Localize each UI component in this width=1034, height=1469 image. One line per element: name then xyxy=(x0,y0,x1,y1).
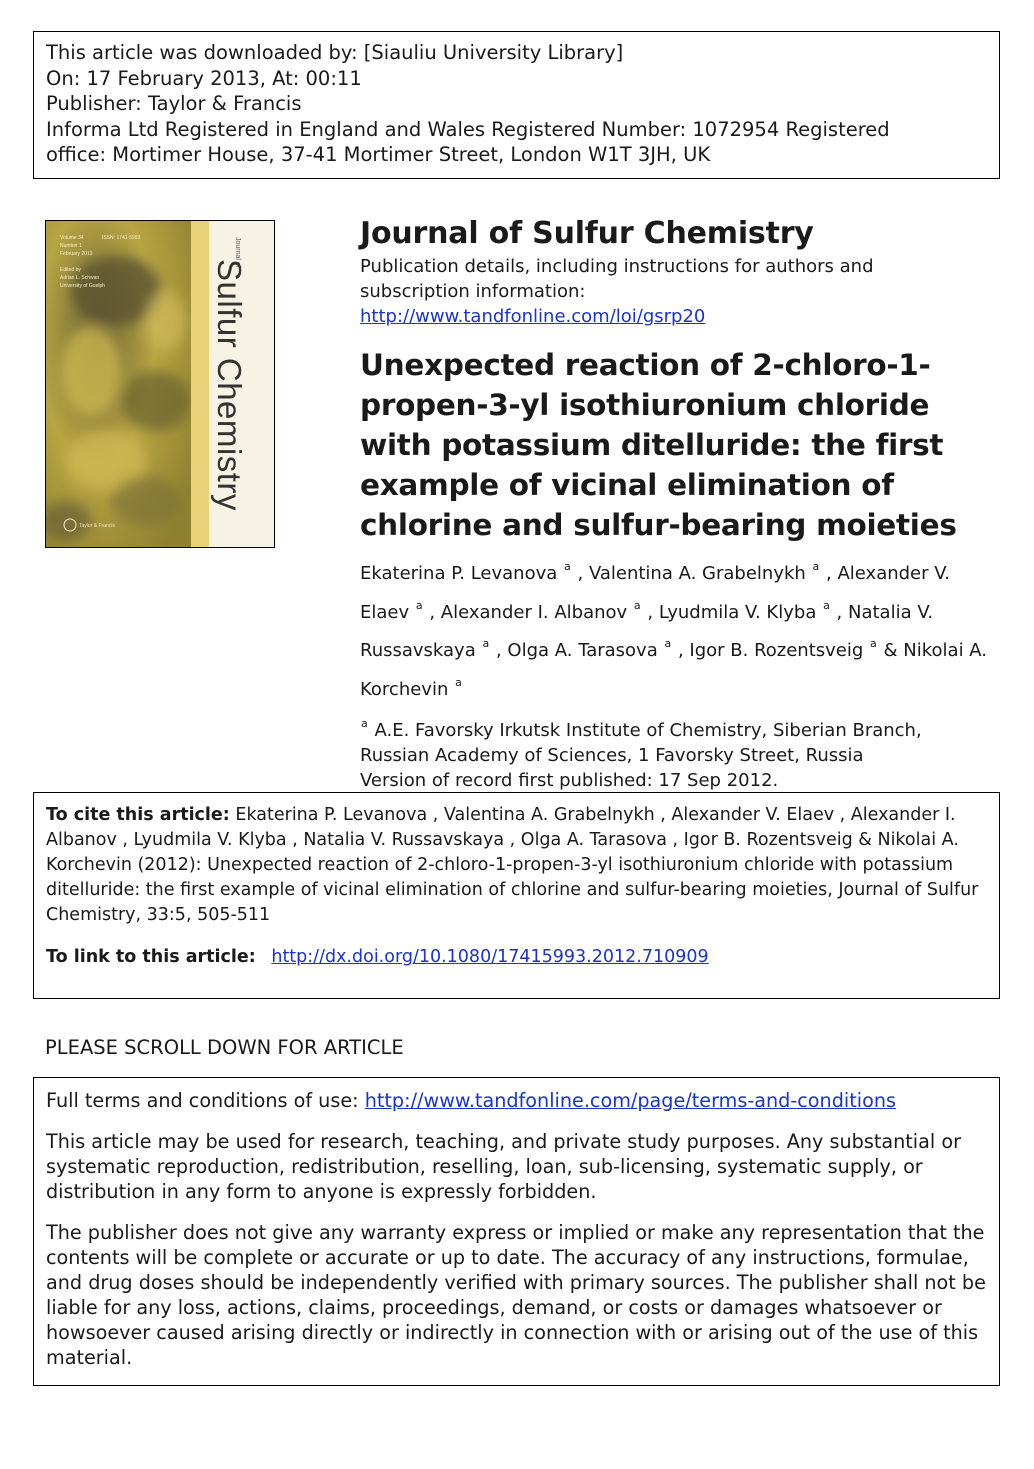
citation-box xyxy=(33,792,1000,999)
cover-spine-prefix: Journal of xyxy=(234,237,241,268)
article-link-row xyxy=(46,945,987,970)
journal-cover-image xyxy=(45,220,275,548)
author-separator: , xyxy=(672,640,690,661)
publication-details-2: subscription information: xyxy=(360,281,586,302)
publication-details-1: Publication details, including instructions for authors and xyxy=(360,256,874,277)
cover-editor-1: Edited by xyxy=(60,267,81,273)
cover-brand: Taylor & Francis xyxy=(79,523,115,529)
citation-paragraph xyxy=(46,803,987,928)
author-name: Igor B. Rozentsveig xyxy=(689,640,864,661)
terms-row xyxy=(46,1088,987,1113)
author-separator: & xyxy=(877,640,904,661)
author-name: Alexander V. Elaev xyxy=(360,563,950,623)
article-link-label: To link to this article: xyxy=(46,947,256,967)
article-title: Unexpected reaction of 2-chloro-1-propen-3-yl isothiuronium chloride with potassium ditelluride: the first example of vicinal elimination of chlorine and sulfur-bearing moieties xyxy=(360,348,957,542)
registration-line-1: Informa Ltd Registered in England and Wales Registered Number: 1072954 Registered xyxy=(46,117,890,141)
author-separator: , xyxy=(490,640,508,661)
author-affiliation-mark: a xyxy=(455,675,462,689)
affiliation-line-2: Russian Academy of Sciences, 1 Favorsky Street, Russia xyxy=(360,745,864,766)
author-list xyxy=(360,551,1000,705)
author-affiliation-mark: a xyxy=(482,637,490,650)
author-name: Nikolai A. Korchevin xyxy=(360,640,988,700)
terms-paragraph-1: This article may be used for research, teaching, and private study purposes. Any substantial or systematic reproduction, redistribution, reselling, loan, sub-licensing, systematic supply, or distribution in any form to anyone is expressly forbidden. xyxy=(46,1130,961,1203)
author-affiliation-mark: a xyxy=(633,598,641,612)
author-separator: , xyxy=(571,563,589,584)
publisher-line: Publisher: Taylor & Francis xyxy=(46,92,302,115)
journal-title: Journal of Sulfur Chemistry xyxy=(360,216,814,251)
author-separator: , xyxy=(423,601,441,623)
author-affiliation-mark: a xyxy=(812,560,820,573)
affiliation-line-1: A.E. Favorsky Irkutsk Institute of Chemistry, Siberian Branch, xyxy=(374,720,922,741)
author-affiliation-mark: a xyxy=(564,560,571,573)
cover-editor-2: Adrian L. Schwan xyxy=(60,275,100,281)
scroll-down-note: PLEASE SCROLL DOWN FOR ARTICLE xyxy=(45,1036,404,1059)
author-affiliation-mark: a xyxy=(664,637,672,650)
publication-date: Version of record first published: 17 Sep 2012. xyxy=(360,770,779,791)
download-date-line: On: 17 February 2013, At: 00:11 xyxy=(46,66,362,90)
affiliation-block xyxy=(360,711,1000,793)
author-affiliation-mark: a xyxy=(870,637,877,650)
author-separator: , xyxy=(641,601,659,623)
cover-spine-title: Sulfur Chemistry xyxy=(211,259,248,511)
terms-link[interactable]: http://www.tandfonline.com/page/terms-and-conditions xyxy=(364,1089,896,1112)
terms-label: Full terms and conditions of use: xyxy=(46,1089,359,1112)
affiliation-mark: a xyxy=(361,717,368,730)
author-name: Alexander I. Albanov xyxy=(440,601,628,623)
cover-editor-3: University of Guelph xyxy=(60,283,106,289)
cover-meta-4: February 2013 xyxy=(60,251,93,257)
terms-paragraph-2: The publisher does not give any warranty express or implied or make any representation that the contents will be complete or accurate or up to date. The accuracy of any instructions, formulae, and drug doses should be independently verified with primary sources. The publisher shall not be liable for any loss, actions, claims, proceedings, demand, or costs or damages whatsoever or howsoever caused arising directly or indirectly in connection with or arising out of the use of this material. xyxy=(46,1221,986,1369)
author-name: Valentina A. Grabelnykh xyxy=(588,563,806,584)
author-name: Olga A. Tarasova xyxy=(507,640,658,661)
download-notice-box xyxy=(33,31,1000,179)
journal-url-link[interactable]: http://www.tandfonline.com/loi/gsrp20 xyxy=(360,306,706,327)
author-affiliation-mark: a xyxy=(415,598,423,612)
terms-box xyxy=(33,1077,1000,1386)
cover-meta-3: Number 1 xyxy=(60,243,82,249)
doi-link[interactable]: http://dx.doi.org/10.1080/17415993.2012.710909 xyxy=(271,947,709,967)
cover-meta-1: Volume 34 xyxy=(60,235,84,241)
downloaded-by-line: This article was downloaded by: [Siauliu University Library] xyxy=(46,41,624,64)
citation-label: To cite this article: xyxy=(46,805,230,825)
citation-text: Ekaterina P. Levanova , Valentina A. Grabelnykh , Alexander V. Elaev , Alexander I. Albanov , Lyudmila V. Klyba , Natalia V. Russavskaya , Olga A. Tarasova , Igor B. Rozentsveig & Nikolai A. Korchevin (2012): Unexpected reaction of 2-chloro-1-propen-3-yl isothiuronium chloride with potassium ditelluride: the first example of vicinal elimination of chlorine and sulfur-bearing moieties, Journal of Sulfur Chemistry, 33:5, 505-511 xyxy=(46,805,979,925)
registration-line-2: office: Mortimer House, 37-41 Mortimer Street, London W1T 3JH, UK xyxy=(46,143,711,166)
journal-info xyxy=(360,214,1000,793)
author-separator: , xyxy=(820,563,838,584)
author-name: Ekaterina P. Levanova xyxy=(360,563,558,584)
author-separator: , xyxy=(830,601,848,623)
author-name: Natalia V. Russavskaya xyxy=(360,601,934,661)
cover-meta-2: ISSN: 1741-5993 xyxy=(102,235,141,241)
author-affiliation-mark: a xyxy=(823,598,830,612)
author-name: Lyudmila V. Klyba xyxy=(658,601,817,623)
